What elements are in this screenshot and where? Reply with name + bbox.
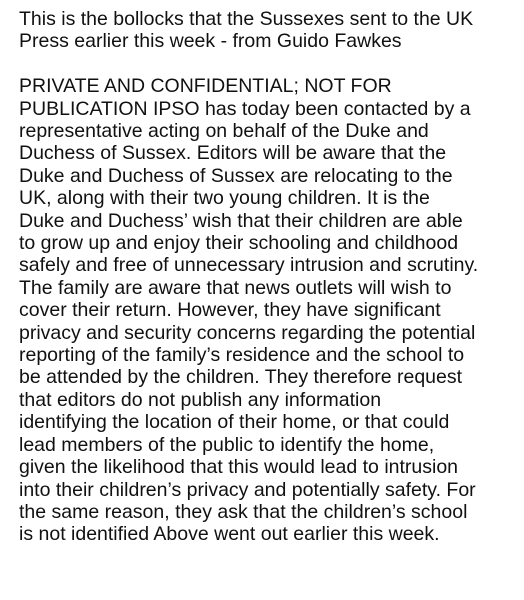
post-body-text: PRIVATE AND CONFIDENTIAL; NOT FOR PUBLICATION IPSO has today been contacted by a representative acting on behalf of the Duke and Duchess of Sussex. Editors will be aware that the Duke and Duchess of Sussex are relocating to the UK, along with their two young children. It is the Duke and Duchess’ wish that their children are able to grow up and enjoy their schooling and childhood safely and free of unnecessary intrusion and scrutiny. The family are aware that news outlets will wish to cover their return. However, they have significant privacy and security concerns regarding the potential reporting of the family’s residence and the school to be attended by the children. They therefore request that editors do not publish any information identifying the location of their home, or that could lead members of the public to identify the home, given the likelihood that this would lead to intrusion into their children’s privacy and potentially safety. For the same reason, they ask that the children’s school is not identified Above went out earlier this week. [19,75,479,546]
post-intro-text: This is the bollocks that the Sussexes sent to the UK Press earlier this week - from Guido Fawkes [19,8,474,53]
paragraph-spacer [19,53,514,75]
